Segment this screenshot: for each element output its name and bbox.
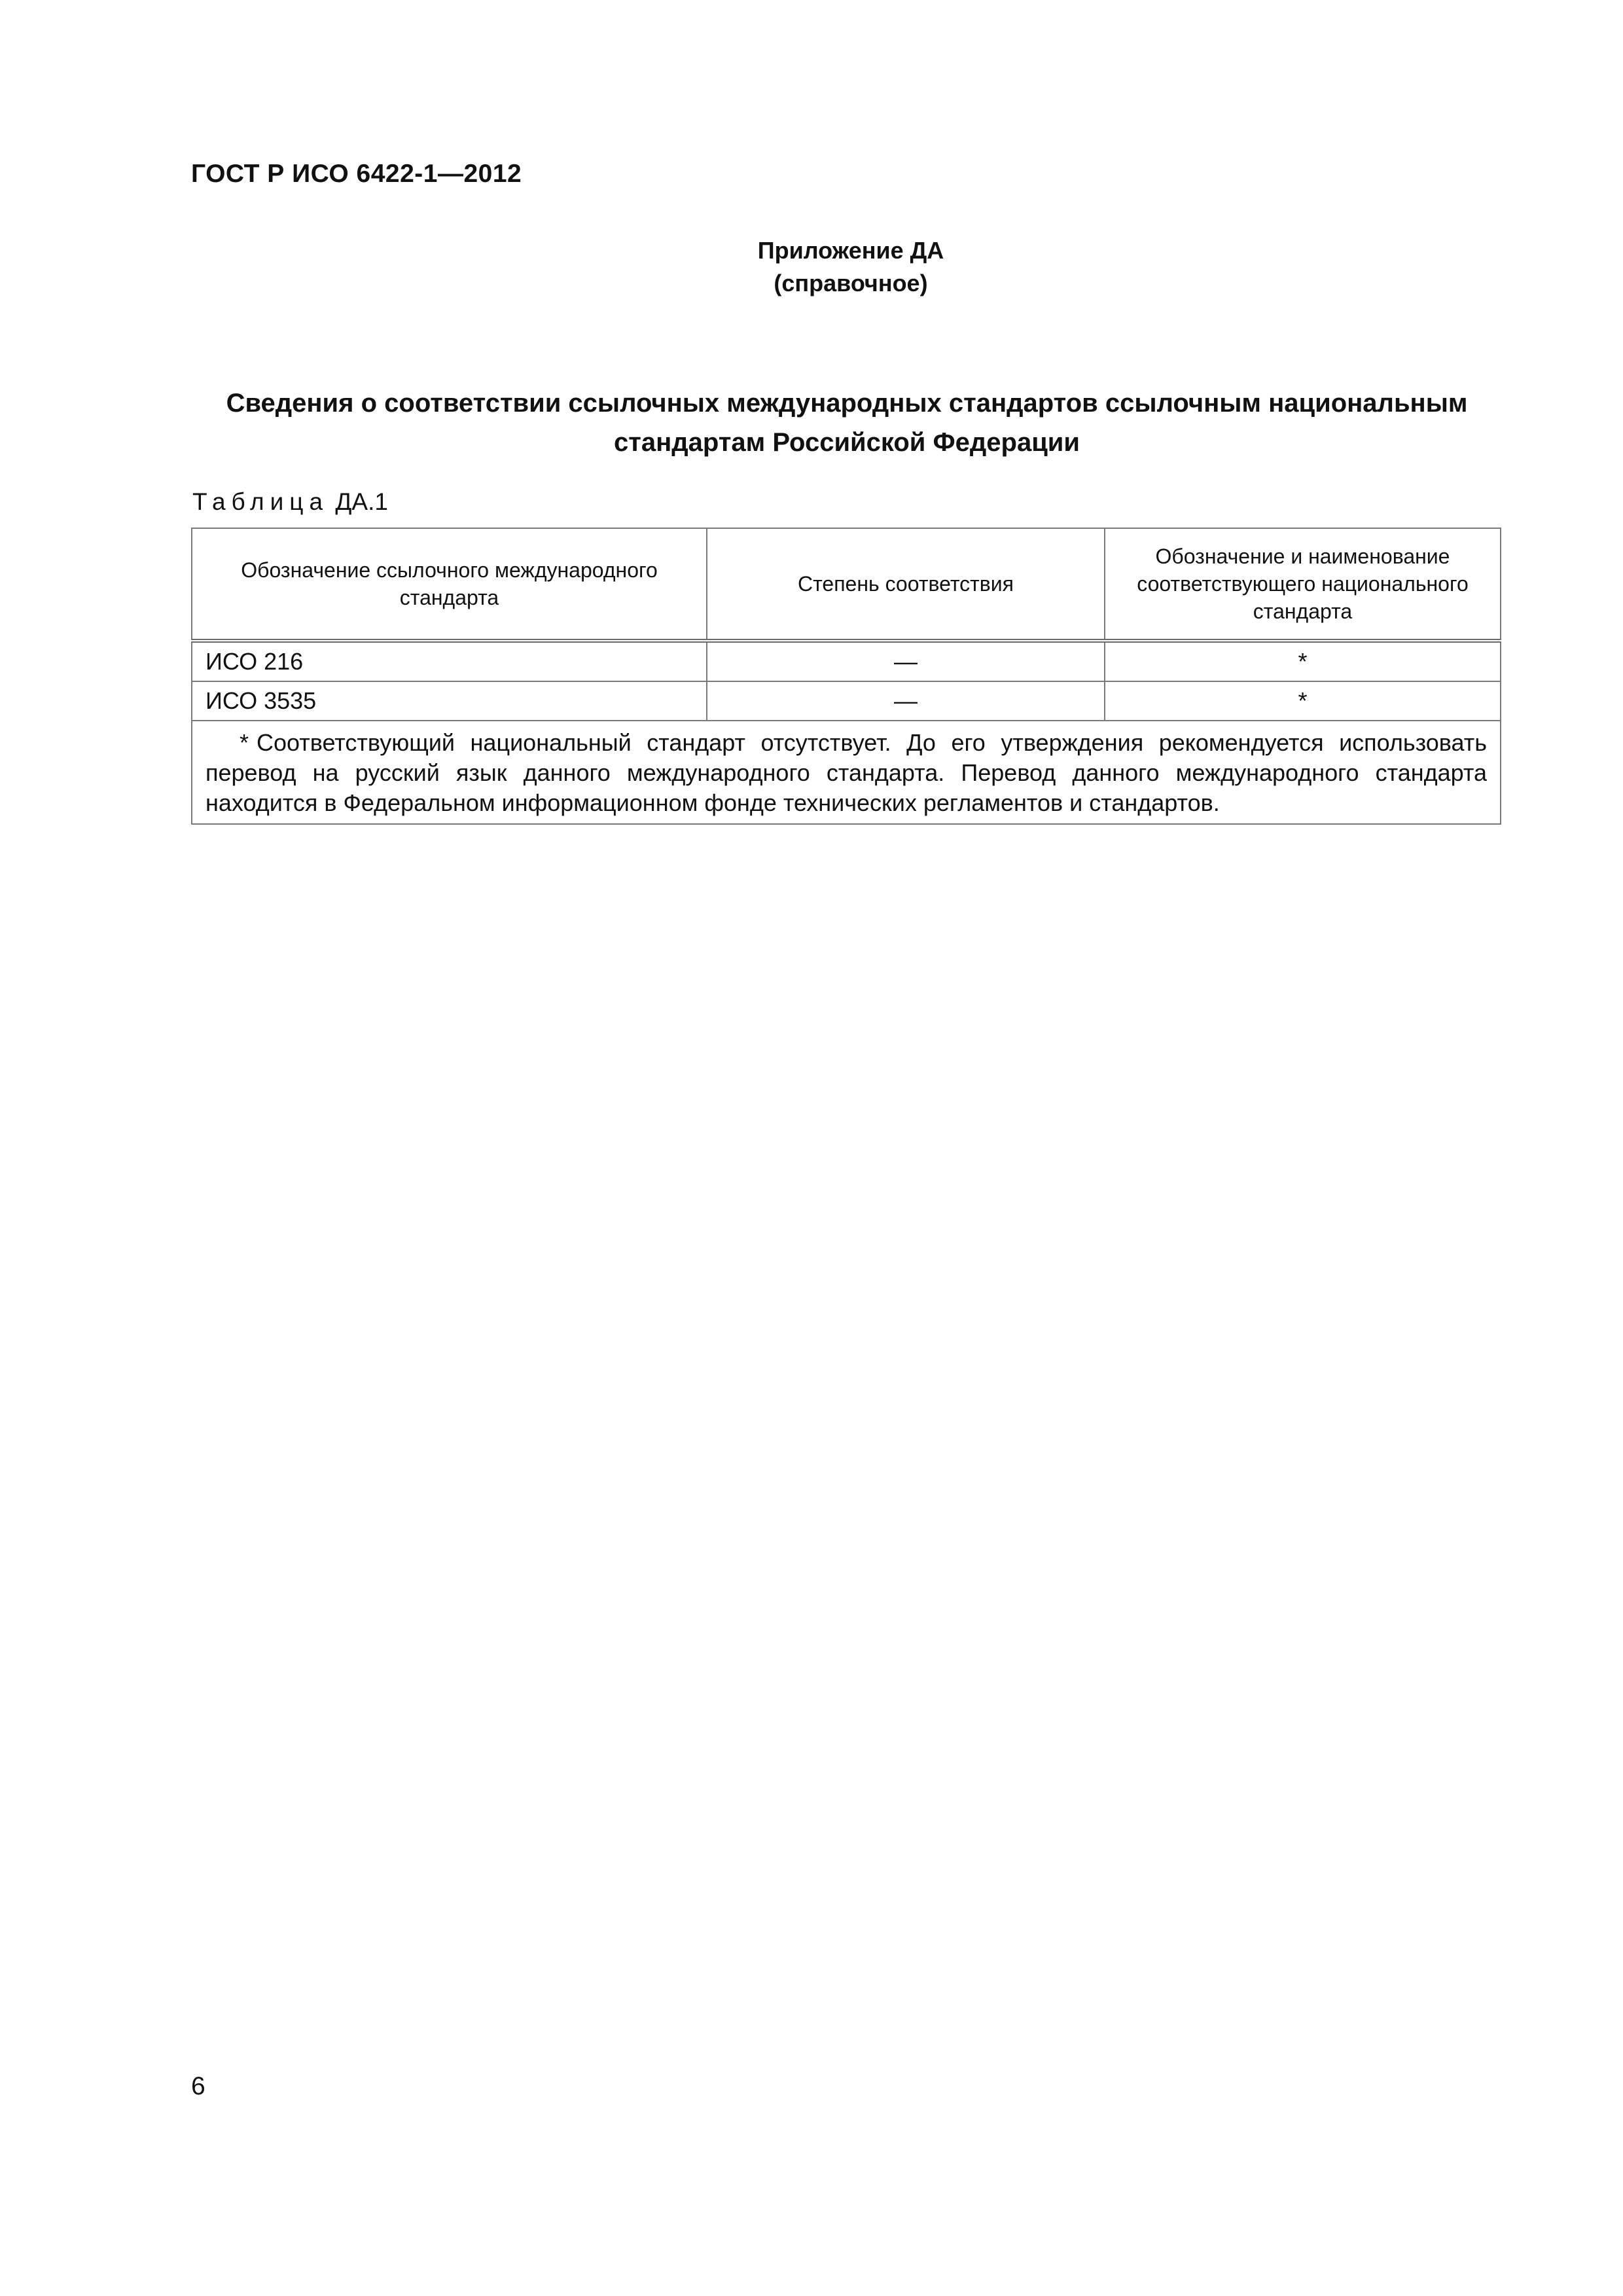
- page-number: 6: [191, 2072, 205, 2100]
- header-national-standard: Обозначение и наименование соответствующего национального стандарта: [1105, 528, 1501, 641]
- footnote-text: Соответствующий национальный стандарт отсутствует. До его утверждения рекомендуется использовать перевод на русский язык данного международного стандарта. Перевод данного международного стандарта находится в Федеральном информационном фонде технических регламентов и стандартов.: [205, 729, 1487, 816]
- appendix-heading: [654, 234, 1047, 300]
- table-header-row: [192, 528, 1501, 641]
- reference-standards-table: [191, 528, 1501, 825]
- cell-international-code: ИСО 216: [192, 641, 707, 681]
- table-row: [192, 681, 1501, 721]
- footnote-marker: *: [240, 729, 249, 756]
- table-caption-number: ДА.1: [335, 488, 388, 515]
- cell-national-standard: *: [1105, 641, 1501, 681]
- cell-international-code: ИСО 3535: [192, 681, 707, 721]
- table-footnote: [192, 721, 1501, 824]
- section-title: [191, 384, 1503, 462]
- section-title-line-2: стандартам Российской Федерации: [614, 428, 1080, 457]
- cell-degree: —: [707, 641, 1105, 681]
- cell-degree: —: [707, 681, 1105, 721]
- appendix-status: (справочное): [774, 270, 928, 296]
- table-caption-prefix: Таблица: [192, 488, 329, 515]
- document-header: ГОСТ Р ИСО 6422-1—2012: [191, 160, 522, 188]
- section-title-line-1: Сведения о соответствии ссылочных международных стандартов ссылочным национальным: [226, 389, 1468, 418]
- header-degree-of-conformity: Степень соответствия: [707, 528, 1105, 641]
- table-footnote-row: [192, 721, 1501, 824]
- table-caption: [192, 488, 388, 516]
- header-international-code: Обозначение ссылочного международного стандарта: [192, 528, 707, 641]
- appendix-title: Приложение ДА: [757, 237, 944, 264]
- table-row: [192, 641, 1501, 681]
- cell-national-standard: *: [1105, 681, 1501, 721]
